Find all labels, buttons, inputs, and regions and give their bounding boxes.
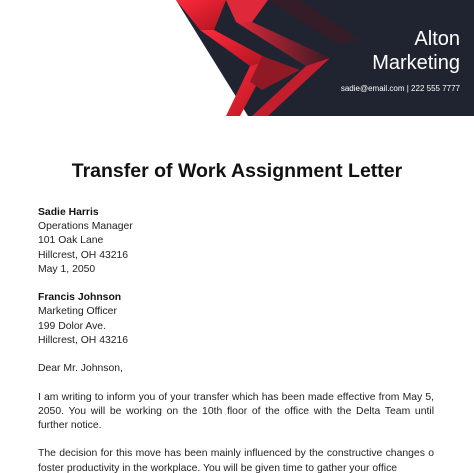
body-paragraph-2: The decision for this move has been mainly influenced by the constructive changes o foster productivity in the workplace. You will be given time to gather your office bbox=[38, 448, 434, 473]
company-name-line1: Alton bbox=[414, 28, 460, 50]
document-title: Transfer of Work Assignment Letter bbox=[71, 160, 403, 182]
recipient-city: Hillcrest, OH 43216 bbox=[38, 334, 129, 346]
company-name bbox=[372, 27, 460, 75]
letter-date: May 1, 2050 bbox=[38, 263, 96, 275]
sender-city: Hillcrest, OH 43216 bbox=[38, 249, 129, 261]
sender-street: 101 Oak Lane bbox=[38, 235, 104, 247]
recipient-position: Marketing Officer bbox=[38, 306, 117, 318]
salutation: Dear Mr. Johnson, bbox=[38, 363, 123, 375]
recipient-name: Francis Johnson bbox=[38, 292, 122, 304]
recipient-street: 199 Dolor Ave. bbox=[38, 320, 106, 332]
sender-name: Sadie Harris bbox=[38, 207, 99, 218]
contact-info: sadie@email.com | 222 555 7777 bbox=[340, 84, 460, 93]
sender-block bbox=[38, 206, 434, 277]
body-paragraph-1: I am writing to inform you of your transfer which has been made effective from May 5, 2050. You will be working on the 10th floor of the office with the Delta Team until further notice. bbox=[38, 391, 434, 431]
letter-body bbox=[38, 206, 434, 473]
company-name-line2: Marketing bbox=[372, 52, 460, 74]
recipient-block bbox=[38, 291, 434, 348]
sender-position: Operations Manager bbox=[38, 221, 133, 233]
